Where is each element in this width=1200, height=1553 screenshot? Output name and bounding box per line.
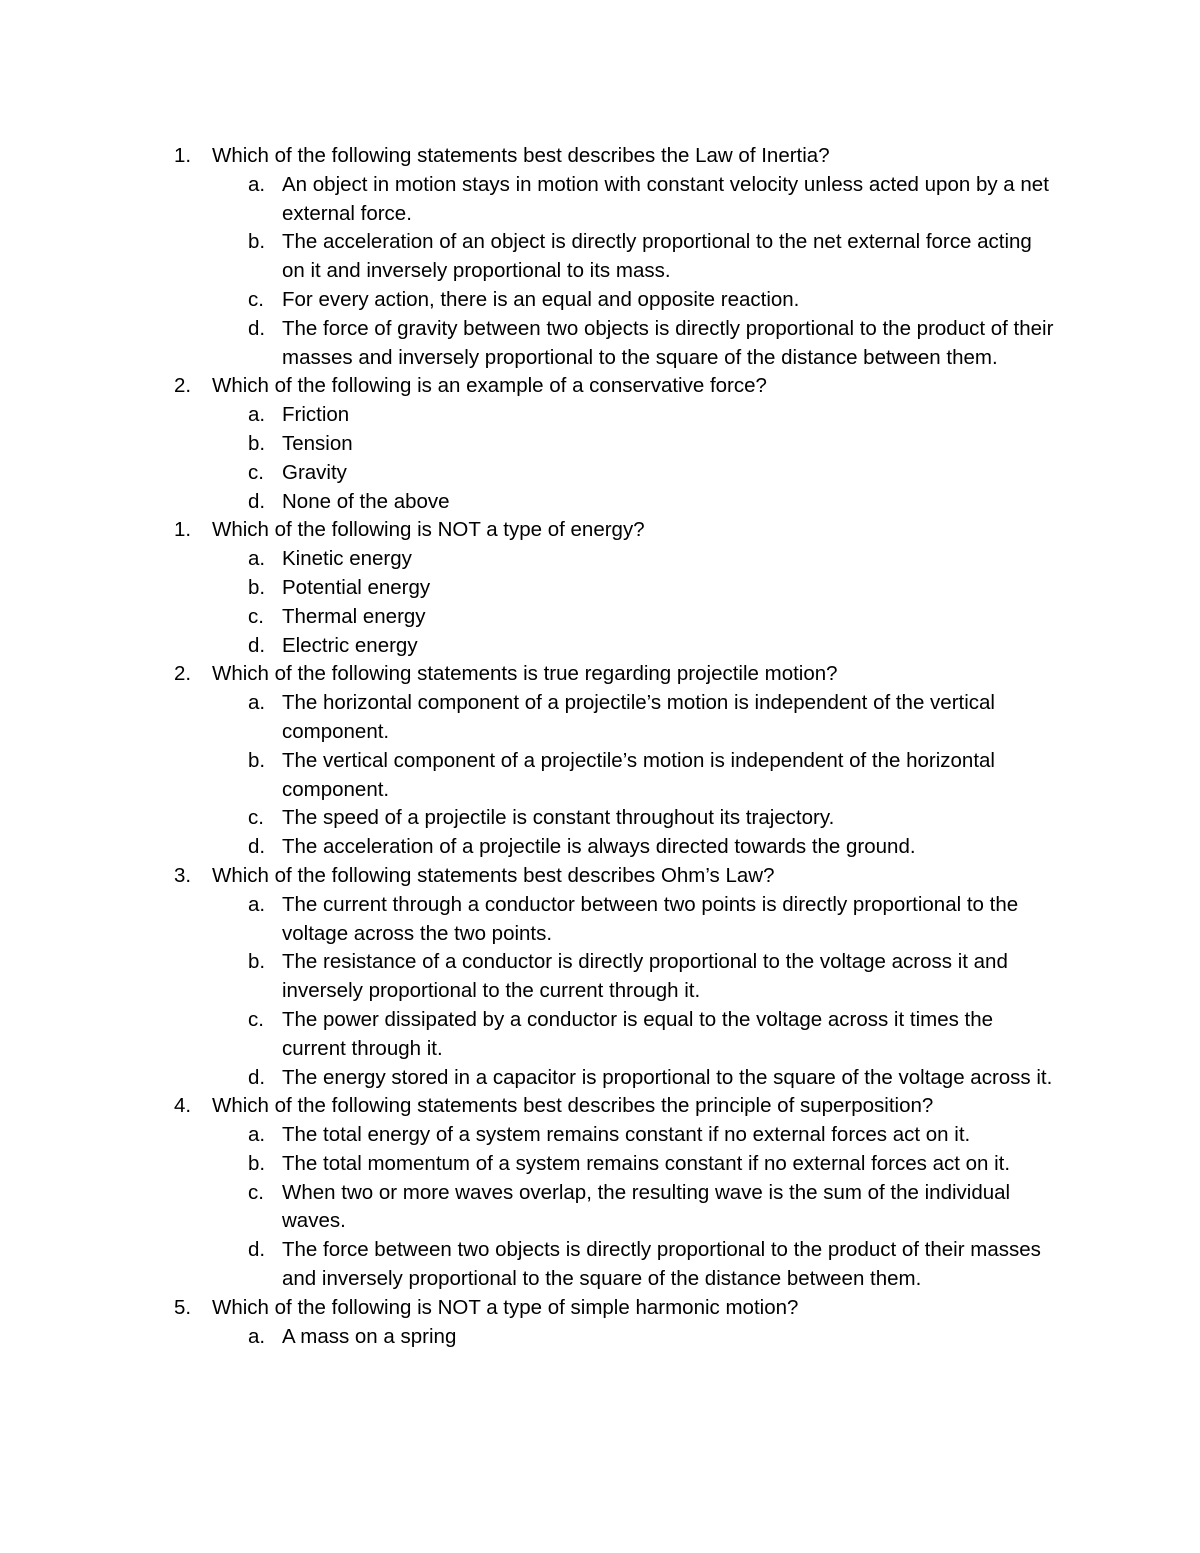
- option-letter: c.: [248, 806, 264, 830]
- question-item: [0, 516, 1200, 545]
- option-letter: c.: [248, 604, 264, 628]
- option-letter: b.: [248, 748, 266, 772]
- option-text: The resistance of a conductor is directly proportional to the voltage across it and inversely proportional to the current through it.: [282, 950, 1008, 1003]
- question-item: [0, 1294, 1200, 1323]
- answer-option: [0, 804, 1200, 833]
- option-text: Gravity: [282, 460, 347, 484]
- option-letter: a.: [248, 403, 266, 427]
- option-letter: a.: [248, 691, 266, 715]
- question-number: 4.: [174, 1094, 192, 1118]
- option-text: The horizontal component of a projectile’s motion is independent of the vertical component.: [282, 691, 995, 743]
- option-letter: a.: [248, 547, 266, 571]
- option-text: The acceleration of an object is directly proportional to the net external force acting on it and inversely proportional to its mass.: [282, 230, 1032, 283]
- option-letter: d.: [248, 633, 266, 657]
- option-text: Electric energy: [282, 633, 418, 657]
- answer-option: [0, 1150, 1200, 1179]
- answer-option: [0, 632, 1200, 661]
- option-letter: c.: [248, 1180, 264, 1204]
- option-text: An object in motion stays in motion with constant velocity unless acted upon by a net external force.: [282, 172, 1049, 225]
- option-text: The energy stored in a capacitor is proportional to the square of the voltage across it.: [282, 1065, 1053, 1089]
- option-text: Potential energy: [282, 575, 431, 599]
- answer-option: [0, 459, 1200, 488]
- option-letter: b.: [248, 950, 266, 974]
- question-text: Which of the following statements best describes the Law of Inertia?: [212, 144, 830, 167]
- question-text: Which of the following statements is true regarding projectile motion?: [212, 662, 838, 686]
- option-letter: c.: [248, 460, 264, 484]
- option-text: The force of gravity between two objects is directly proportional to the product of their masses and inversely proportional to the square of the distance between them.: [282, 316, 1054, 369]
- answer-option: [0, 833, 1200, 862]
- option-text: Kinetic energy: [282, 547, 412, 571]
- question-text: Which of the following statements best describes the principle of superposition?: [212, 1094, 934, 1118]
- option-text: The total momentum of a system remains constant if no external forces act on it.: [282, 1151, 1011, 1175]
- question-item: [0, 660, 1200, 689]
- question-number: 2.: [174, 374, 192, 398]
- document-page: [0, 142, 1200, 1351]
- answer-option: [0, 747, 1200, 805]
- answer-option: [0, 1179, 1200, 1237]
- option-text: None of the above: [282, 489, 450, 513]
- question-number: 5.: [174, 1295, 192, 1319]
- option-letter: d.: [248, 1238, 266, 1262]
- question-item: [0, 372, 1200, 401]
- answer-option: [0, 315, 1200, 373]
- answer-option: [0, 545, 1200, 574]
- answer-option: [0, 574, 1200, 603]
- option-text: The force between two objects is directly proportional to the product of their masses and inversely proportional to the square of the distance between them.: [282, 1238, 1041, 1291]
- answer-option: [0, 891, 1200, 949]
- option-letter: b.: [248, 431, 266, 455]
- option-text: For every action, there is an equal and opposite reaction.: [282, 287, 800, 311]
- option-text: The acceleration of a projectile is always directed towards the ground.: [282, 835, 916, 859]
- option-text: When two or more waves overlap, the resulting wave is the sum of the individual waves.: [282, 1180, 1011, 1233]
- option-letter: d.: [248, 316, 266, 340]
- answer-option: [0, 228, 1200, 286]
- answer-option: [0, 1236, 1200, 1294]
- option-text: The power dissipated by a conductor is equal to the voltage across it times the current through it.: [282, 1007, 994, 1060]
- option-letter: b.: [248, 1151, 266, 1175]
- option-letter: a.: [248, 892, 266, 916]
- option-letter: a.: [248, 1324, 266, 1348]
- question-item: [0, 1092, 1200, 1121]
- option-text: The total energy of a system remains constant if no external forces act on it.: [282, 1123, 971, 1147]
- option-letter: a.: [248, 172, 266, 196]
- answer-option: [0, 1121, 1200, 1150]
- question-text: Which of the following is NOT a type of energy?: [212, 518, 645, 542]
- option-text: The current through a conductor between two points is directly proportional to the voltage across the two points.: [282, 892, 1019, 945]
- option-letter: b.: [248, 230, 266, 254]
- question-item: [0, 142, 1200, 171]
- option-text: The vertical component of a projectile’s motion is independent of the horizontal component.: [282, 748, 995, 801]
- question-text: Which of the following is NOT a type of simple harmonic motion?: [212, 1295, 799, 1319]
- option-text: A mass on a spring: [282, 1324, 457, 1348]
- answer-option: [0, 603, 1200, 632]
- option-text: The speed of a projectile is constant throughout its trajectory.: [282, 806, 835, 830]
- answer-option: [0, 488, 1200, 517]
- answer-option: [0, 286, 1200, 315]
- question-number: 1.: [174, 144, 192, 167]
- answer-option: [0, 171, 1200, 229]
- option-letter: c.: [248, 287, 264, 311]
- option-letter: c.: [248, 1007, 264, 1031]
- question-item: [0, 862, 1200, 891]
- question-number: 3.: [174, 863, 192, 887]
- option-text: Friction: [282, 403, 350, 427]
- question-text: Which of the following statements best describes Ohm’s Law?: [212, 863, 775, 887]
- answer-option: [0, 948, 1200, 1006]
- option-text: Thermal energy: [282, 604, 426, 628]
- answer-option: [0, 430, 1200, 459]
- question-number: 1.: [174, 518, 192, 542]
- answer-option: [0, 401, 1200, 430]
- option-letter: d.: [248, 1065, 266, 1089]
- answer-option: [0, 1006, 1200, 1064]
- question-text: Which of the following is an example of a conservative force?: [212, 374, 767, 398]
- answer-option: [0, 689, 1200, 747]
- option-text: Tension: [282, 431, 353, 455]
- answer-option: [0, 1323, 1200, 1352]
- option-letter: d.: [248, 835, 266, 859]
- option-letter: a.: [248, 1123, 266, 1147]
- option-letter: d.: [248, 489, 266, 513]
- question-number: 2.: [174, 662, 192, 686]
- option-letter: b.: [248, 575, 266, 599]
- answer-option: [0, 1064, 1200, 1093]
